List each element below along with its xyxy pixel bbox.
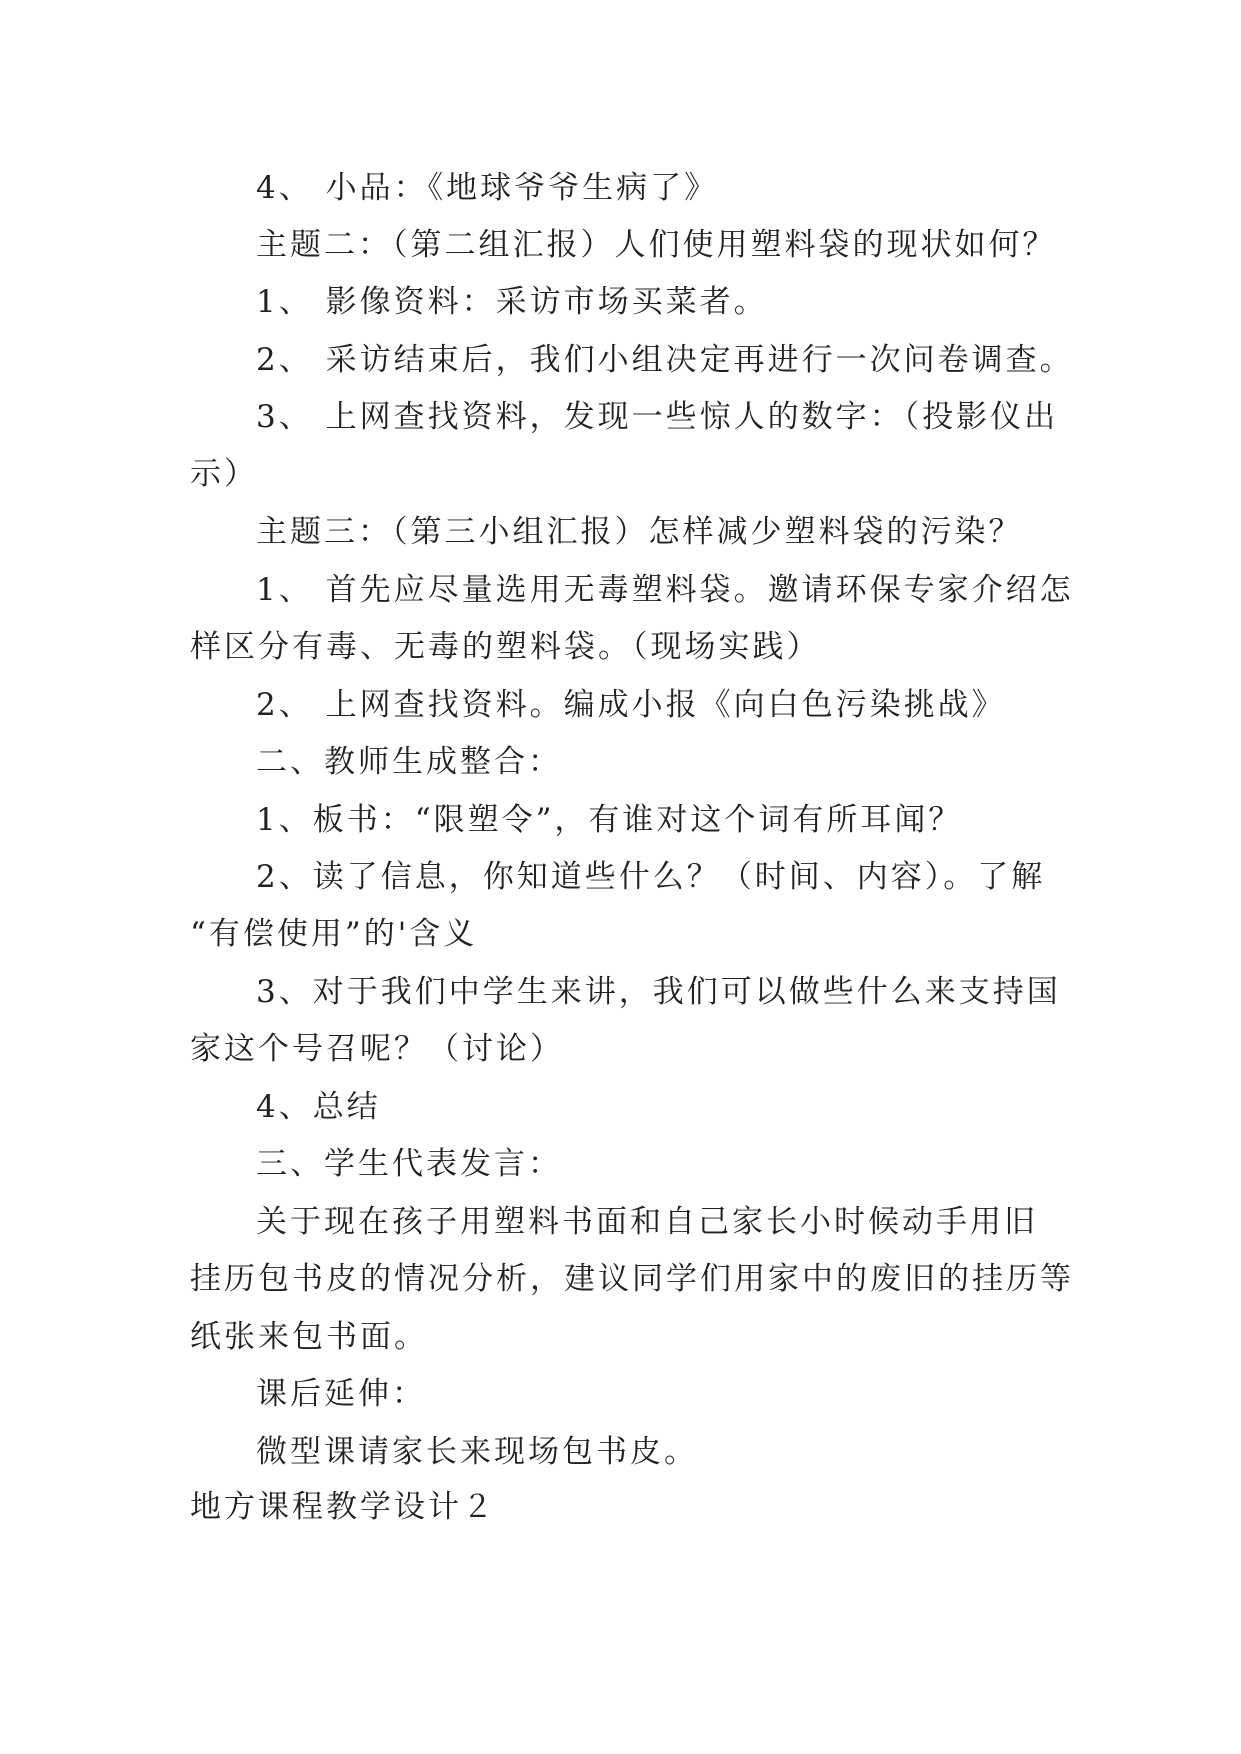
text-line: 1、 首先应尽量选用无毒塑料袋。邀请环保专家介绍怎 xyxy=(256,572,1074,608)
document-title: 地方课程教学设计２ xyxy=(190,1489,496,1525)
section-heading: 二、教师生成整合： xyxy=(256,744,562,780)
text-line: 2、 上网查找资料。编成小报《向白色污染挑战》 xyxy=(256,687,1006,723)
section-heading: 三、学生代表发言： xyxy=(256,1146,562,1182)
text-line: 家这个号召呢？（讨论） xyxy=(190,1031,564,1067)
text-line: 纸张来包书面。 xyxy=(190,1319,428,1355)
section-heading: 主题三：（第三小组汇报）怎样减少塑料袋的污染？ xyxy=(256,514,1023,550)
text-line: 示） xyxy=(190,456,258,492)
text-line: 1、板书：“限塑令”，有谁对这个词有所耳闻？ xyxy=(256,802,963,838)
text-line: 样区分有毒、无毒的塑料袋。（现场实践） xyxy=(190,629,821,665)
text-line: “有偿使用”的'含义 xyxy=(190,916,478,952)
text-line: 3、 上网查找资料，发现一些惊人的数字：（投影仪出 xyxy=(256,399,1059,435)
text-line: 关于现在孩子用塑料书面和自己家长小时候动手用旧 xyxy=(256,1204,1038,1240)
text-line: 4、总结 xyxy=(256,1089,381,1125)
section-heading: 主题二：（第二组汇报）人们使用塑料袋的现状如何？ xyxy=(256,227,1057,263)
text-line: 2、读了信息，你知道些什么？（时间、内容）。了解 xyxy=(256,859,1046,895)
text-line: 2、 采访结束后，我们小组决定再进行一次问卷调查。 xyxy=(256,342,1074,378)
text-line: 挂历包书皮的情况分析，建议同学们用家中的废旧的挂历等 xyxy=(190,1261,1074,1297)
section-heading: 课后延伸： xyxy=(256,1376,426,1412)
text-line: 微型课请家长来现场包书皮。 xyxy=(256,1434,698,1470)
text-line: 4、 小品：《地球爷爷生病了》 xyxy=(256,170,719,206)
text-line: 3、对于我们中学生来讲，我们可以做些什么来支持国 xyxy=(256,974,1061,1010)
text-line: 1、 影像资料：采访市场买菜者。 xyxy=(256,284,768,320)
